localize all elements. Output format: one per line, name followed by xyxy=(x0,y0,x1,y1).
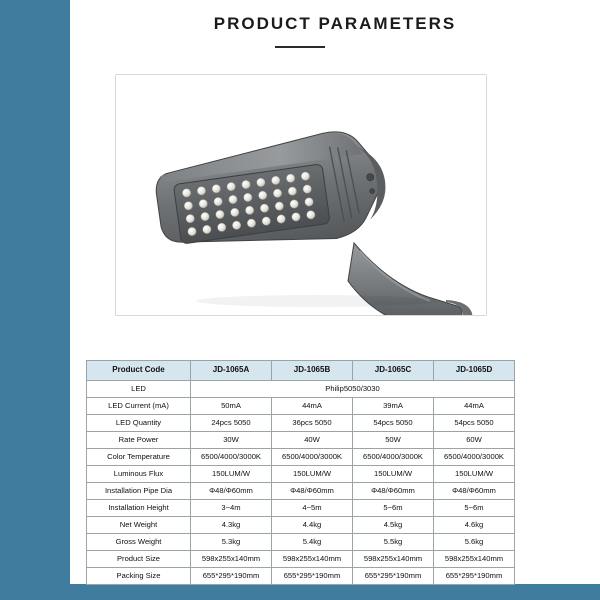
row-label-installation-height: Installation Height xyxy=(87,500,191,517)
cell-product-size-b: 598x255x140mm xyxy=(272,551,353,568)
cell-gross-weight-d: 5.6kg xyxy=(434,534,515,551)
cell-led-quantity-c: 54pcs 5050 xyxy=(353,415,434,432)
table-row xyxy=(87,381,515,398)
cell-led-quantity-d: 54pcs 5050 xyxy=(434,415,515,432)
cell-net-weight-d: 4.6kg xyxy=(434,517,515,534)
table-header-row xyxy=(87,361,515,381)
cell-luminous-flux-c: 150LUM/W xyxy=(353,466,434,483)
row-label-rate-power: Rate Power xyxy=(87,432,191,449)
table-row xyxy=(87,449,515,466)
cell-product-size-c: 598x255x140mm xyxy=(353,551,434,568)
cell-color-temperature-b: 6500/4000/3000K xyxy=(272,449,353,466)
row-label-luminous-flux: Luminous Flux xyxy=(87,466,191,483)
table-row xyxy=(87,568,515,585)
cell-color-temperature-c: 6500/4000/3000K xyxy=(353,449,434,466)
cell-pipe-dia-d: Φ48/Φ60mm xyxy=(434,483,515,500)
column-header-product-code: Product Code xyxy=(87,361,191,381)
cell-rate-power-c: 50W xyxy=(353,432,434,449)
row-label-gross-weight: Gross Weight xyxy=(87,534,191,551)
cell-pipe-dia-c: Φ48/Φ60mm xyxy=(353,483,434,500)
cell-gross-weight-c: 5.5kg xyxy=(353,534,434,551)
row-value-led-merged: Philip5050/3030 xyxy=(191,381,515,398)
cell-rate-power-d: 60W xyxy=(434,432,515,449)
product-image-panel xyxy=(115,74,487,316)
cell-led-current-b: 44mA xyxy=(272,398,353,415)
title-underline xyxy=(275,46,325,48)
row-label-color-temperature: Color Temperature xyxy=(87,449,191,466)
row-label-led: LED xyxy=(87,381,191,398)
cell-product-size-d: 598x255x140mm xyxy=(434,551,515,568)
cell-color-temperature-a: 6500/4000/3000K xyxy=(191,449,272,466)
cell-led-current-a: 50mA xyxy=(191,398,272,415)
cell-rate-power-a: 30W xyxy=(191,432,272,449)
cell-packing-size-a: 655*295*190mm xyxy=(191,568,272,585)
cell-net-weight-b: 4.4kg xyxy=(272,517,353,534)
cell-led-quantity-b: 36pcs 5050 xyxy=(272,415,353,432)
table-row xyxy=(87,398,515,415)
table-row xyxy=(87,500,515,517)
column-header-jd1065b: JD-1065B xyxy=(272,361,353,381)
cell-packing-size-c: 655*295*190mm xyxy=(353,568,434,585)
row-label-led-current: LED Current (mA) xyxy=(87,398,191,415)
column-header-jd1065a: JD-1065A xyxy=(191,361,272,381)
cell-rate-power-b: 40W xyxy=(272,432,353,449)
cell-net-weight-a: 4.3kg xyxy=(191,517,272,534)
cell-product-size-a: 598x255x140mm xyxy=(191,551,272,568)
cell-install-height-b: 4~5m xyxy=(272,500,353,517)
cell-packing-size-d: 655*295*190mm xyxy=(434,568,515,585)
cell-gross-weight-b: 5.4kg xyxy=(272,534,353,551)
column-header-jd1065c: JD-1065C xyxy=(353,361,434,381)
cell-net-weight-c: 4.5kg xyxy=(353,517,434,534)
row-label-led-quantity: LED Quantity xyxy=(87,415,191,432)
cell-pipe-dia-a: Φ48/Φ60mm xyxy=(191,483,272,500)
cell-led-current-c: 39mA xyxy=(353,398,434,415)
table-row xyxy=(87,466,515,483)
cell-packing-size-b: 655*295*190mm xyxy=(272,568,353,585)
cell-color-temperature-d: 6500/4000/3000K xyxy=(434,449,515,466)
cell-install-height-c: 5~6m xyxy=(353,500,434,517)
cell-led-current-d: 44mA xyxy=(434,398,515,415)
row-label-product-size: Product Size xyxy=(87,551,191,568)
cell-luminous-flux-d: 150LUM/W xyxy=(434,466,515,483)
cell-led-quantity-a: 24pcs 5050 xyxy=(191,415,272,432)
row-label-net-weight: Net Weight xyxy=(87,517,191,534)
parameters-table-wrap xyxy=(86,360,514,585)
bottom-accent-bar xyxy=(0,584,600,600)
row-label-installation-pipe-dia: Installation Pipe Dia xyxy=(87,483,191,500)
cell-luminous-flux-a: 150LUM/W xyxy=(191,466,272,483)
table-row xyxy=(87,483,515,500)
column-header-jd1065d: JD-1065D xyxy=(434,361,515,381)
cell-gross-weight-a: 5.3kg xyxy=(191,534,272,551)
cell-install-height-d: 5~6m xyxy=(434,500,515,517)
table-row xyxy=(87,517,515,534)
cell-luminous-flux-b: 150LUM/W xyxy=(272,466,353,483)
page-title: PRODUCT PARAMETERS xyxy=(213,14,457,33)
table-row xyxy=(87,534,515,551)
product-parameters-table xyxy=(86,360,515,585)
led-street-light-photo xyxy=(116,75,486,315)
table-row xyxy=(87,432,515,449)
table-row xyxy=(87,551,515,568)
table-row xyxy=(87,415,515,432)
left-accent-bar xyxy=(0,0,70,600)
cell-install-height-a: 3~4m xyxy=(191,500,272,517)
row-label-packing-size: Packing Size xyxy=(87,568,191,585)
cell-pipe-dia-b: Φ48/Φ60mm xyxy=(272,483,353,500)
